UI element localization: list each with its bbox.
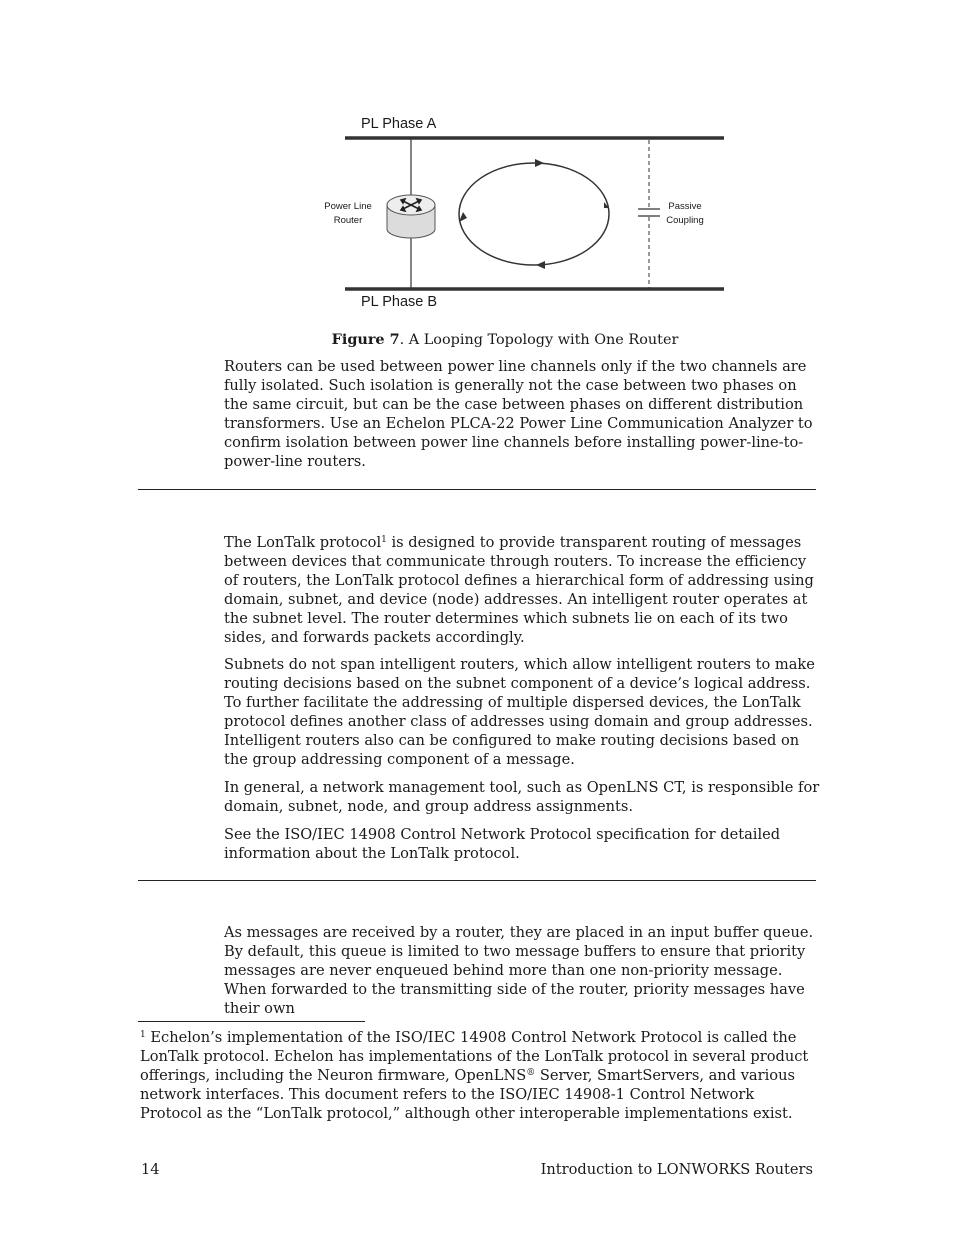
coupling-label [655,200,715,228]
lontalk-paragraph-1: The LonTalk protocol$^1$ is designed to provide transparent routing of messages between devices that communicate through routers. To increase the efficiency of routers, the LonTalk protocol defines a hierarchical form of addressing using domain, subnet, and device (node) addresses. An intelligent router operates at the subnet level. The router determines which subnets lie on each of its two sides, and forwards packets accordingly. [224,534,814,646]
document-title: Introduction to LONWORKS Routers [540,1161,813,1178]
buffer-section [224,924,820,1019]
lontalk-paragraph-3: In general, a network management tool, such as OpenLNS CT, is responsible for domain, subnet, node, and group address assignments. [224,778,820,815]
footnote [140,1029,820,1124]
router-label-line2: Router [333,215,363,226]
router-icon [387,195,435,238]
router-label-line1: Power Line [324,201,372,212]
phase-a-label: PL Phase A [361,116,437,132]
phase-b-label: PL Phase B [361,294,438,310]
lontalk-section [224,534,824,864]
loop-arrow-left [459,212,467,222]
footnote-text: $^1$ Echelon’s implementation of the ISO/IEC 14908 Control Network Protocol is called the LonTalk protocol. Echelon has implementations of the LonTalk protocol in several product offerings, including the Neuron firmware, OpenLNS® Server, SmartServers, and various network interfaces. This document refers to the ISO/IEC 14908-1 Control Network Protocol as the “LonTalk protocol,” although other interoperable implementations exist. [140,1029,809,1122]
footnote-reference[interactable]: 1 [381,535,387,545]
lontalk-paragraph-2: Subnets do not span intelligent routers, which allow intelligent routers to make routing decisions based on the subnet component of a device’s logical address. To further facilitate the addressing of multiple dispersed devices, the LonTalk protocol defines another class of addresses using domain and group addresses. Intelligent routers also can be configured to make routing decisions based on the group addressing component of a message. [224,656,815,768]
router-label [318,200,378,228]
figure-caption-number: Figure 7 [331,331,400,348]
footnote-rule [138,1021,365,1022]
routers-isolation-paragraph: Routers can be used between power line channels only if the two channels are fully isolated. Such isolation is generally not the case between two phases on the same circuit, but can be the case between phases on different distribution transformers. Use an Echelon PLCA-22 Power Line Communication Analyzer to confirm isolation between power line channels before installing power-line-to-power-line routers. [224,358,813,470]
routers-paragraph-block [224,358,824,471]
message-loop [459,163,609,265]
lontalk-paragraph-4: See the ISO/IEC 14908 Control Network Protocol specification for detailed information about the LonTalk protocol. [224,825,781,862]
figure-caption [0,331,954,348]
figure-caption-text: . A Looping Topology with One Router [399,332,679,348]
buffer-paragraph-1: As messages are received by a router, they are placed in an input buffer queue. By default, this queue is limited to two message buffers to ensure that priority messages are never enqueued behind more than one non-priority message. When forwarded to the transmitting side of the router, priority messages have their own [224,924,814,1017]
loop-arrow-bottom [536,261,545,269]
coupling-label-line1: Passive [668,201,702,212]
section-divider [138,880,816,881]
loop-arrow-top [535,159,544,167]
page-number: 14 [141,1161,160,1178]
looping-topology-diagram [0,0,954,330]
section-divider [138,489,816,490]
coupling-label-line2: Coupling [666,215,704,226]
